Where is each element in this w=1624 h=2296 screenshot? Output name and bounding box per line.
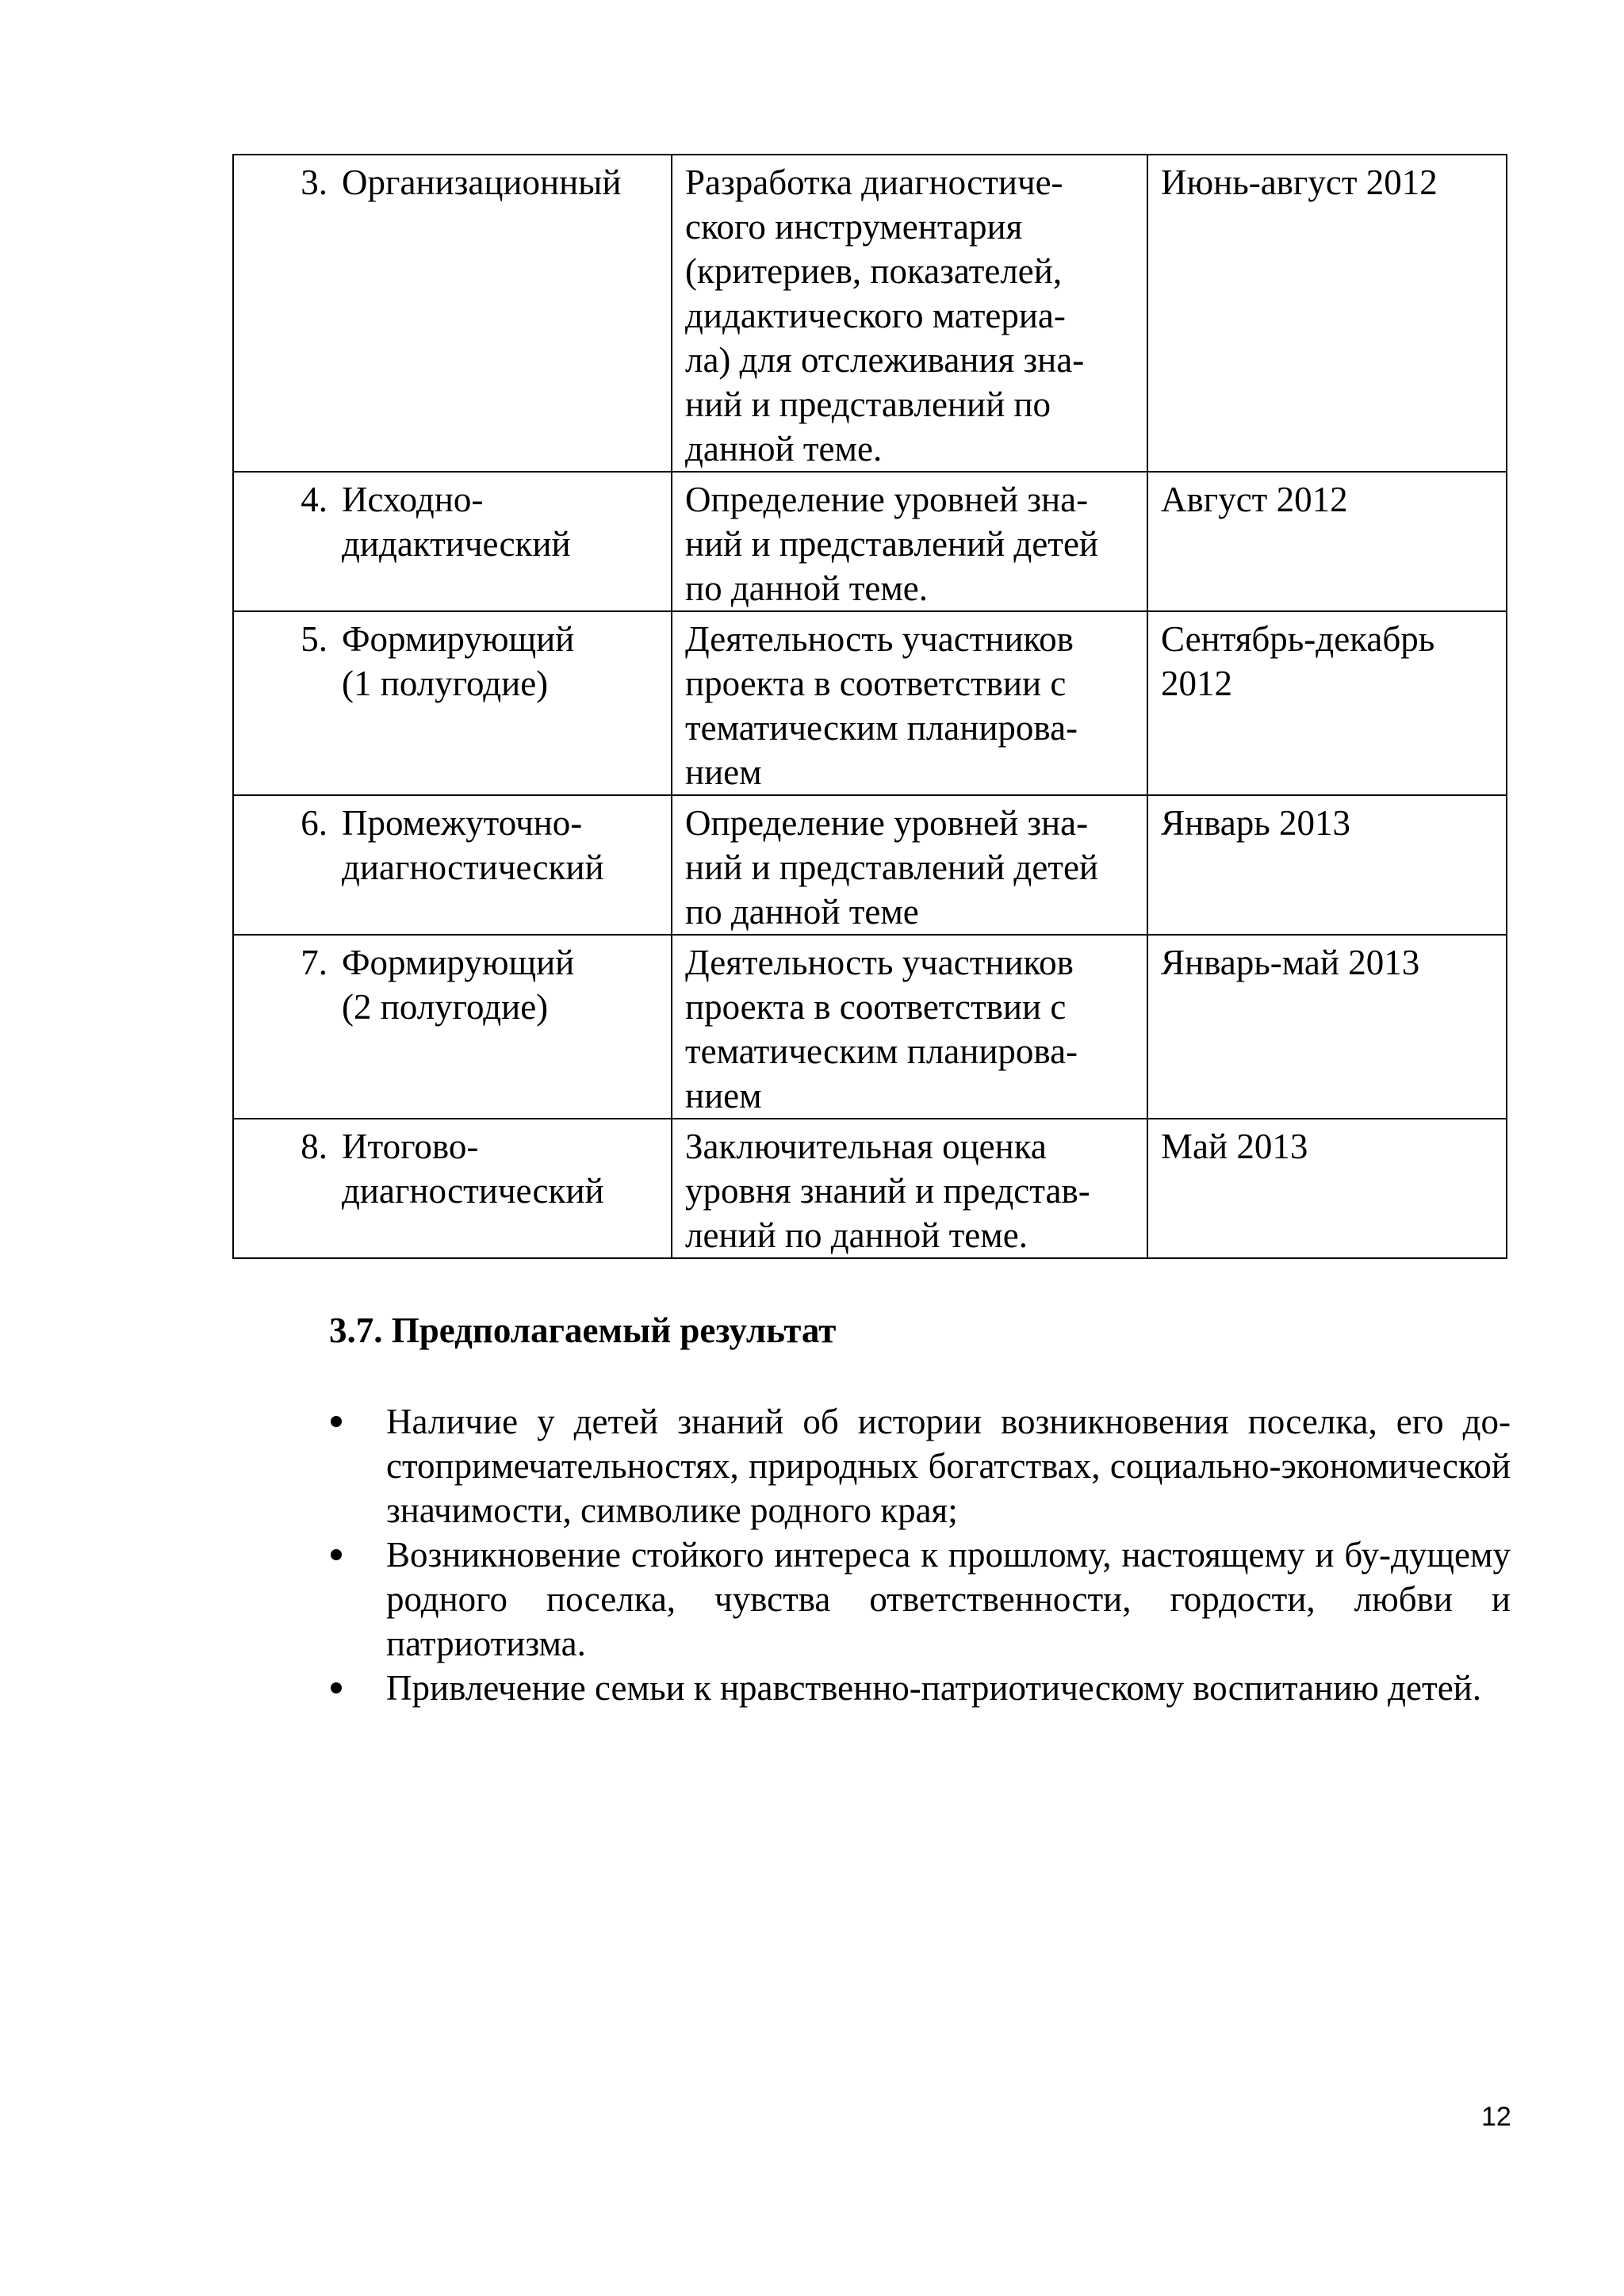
table-row — [233, 795, 1507, 935]
stage-description: Деятельность участников проекта в соответствии с тематическим планирова- нием — [672, 611, 1147, 795]
list-item-text: Наличие у детей знаний об истории возникновения поселка, его до-стопримечательностях, природных богатствах, социально-экономической значимости, символике родного края; — [386, 1402, 1511, 1530]
stage-cell — [233, 155, 672, 472]
stage-period: Январь 2013 — [1147, 795, 1507, 935]
stage-description: Заключительная оценка уровня знаний и представ- лений по данной теме. — [672, 1119, 1147, 1258]
page-number: 12 — [1481, 2102, 1511, 2132]
stage-number: 8. — [301, 1127, 327, 1166]
stage-name: Формирующий (2 полугодие) — [342, 943, 575, 1027]
stage-period: Июнь-август 2012 — [1147, 155, 1507, 472]
stage-number: 3. — [301, 163, 327, 202]
stage-name: Исходно- дидактический — [342, 480, 571, 564]
stage-name: Промежуточно- диагностический — [342, 803, 604, 887]
stage-number: 7. — [301, 943, 327, 982]
list-item-text: Возникновение стойкого интереса к прошлому, настоящему и бу-дущему родного поселка, чувства ответственности, гордости, любви и патриотизма. — [386, 1535, 1511, 1663]
stage-period: Январь-май 2013 — [1147, 935, 1507, 1119]
stage-cell — [233, 795, 672, 935]
section-heading: 3.7. Предполагаемый результат — [329, 1311, 837, 1350]
table-row — [233, 155, 1507, 472]
stage-number: 6. — [301, 803, 327, 843]
stage-period: Август 2012 — [1147, 472, 1507, 611]
expected-results-list — [329, 1399, 1511, 1710]
bullet-icon — [331, 1416, 342, 1427]
stage-cell — [233, 611, 672, 795]
stage-description: Деятельность участников проекта в соответствии с тематическим планирова- нием — [672, 935, 1147, 1119]
list-item-text: Привлечение семьи к нравственно-патриотическому воспитанию детей. — [386, 1668, 1482, 1708]
stage-description: Определение уровней зна- ний и представлений детей по данной теме — [672, 795, 1147, 935]
stage-name: Формирующий (1 полугодие) — [342, 619, 575, 703]
list-item — [329, 1666, 1511, 1710]
stage-description: Определение уровней зна- ний и представлений детей по данной теме. — [672, 472, 1147, 611]
stage-name: Итогово- диагностический — [342, 1127, 604, 1211]
stage-cell — [233, 1119, 672, 1258]
stage-period: Май 2013 — [1147, 1119, 1507, 1258]
stage-number: 4. — [301, 480, 327, 519]
bullet-icon — [331, 1682, 342, 1693]
list-item — [329, 1533, 1511, 1666]
table-row — [233, 935, 1507, 1119]
stage-cell — [233, 472, 672, 611]
table-row — [233, 611, 1507, 795]
stage-name: Организационный — [342, 163, 622, 202]
stage-cell — [233, 935, 672, 1119]
table-row — [233, 1119, 1507, 1258]
bullet-icon — [331, 1549, 342, 1560]
stage-description: Разработка диагностиче- ского инструментария (критериев, показателей, дидактического материа- ла) для отслеживания зна- ний и представлений по данной теме. — [672, 155, 1147, 472]
stage-number: 5. — [301, 619, 327, 659]
list-item — [329, 1399, 1511, 1533]
stage-period: Сентябрь-декабрь 2012 — [1147, 611, 1507, 795]
table-row — [233, 472, 1507, 611]
project-stages-table — [232, 154, 1507, 1259]
